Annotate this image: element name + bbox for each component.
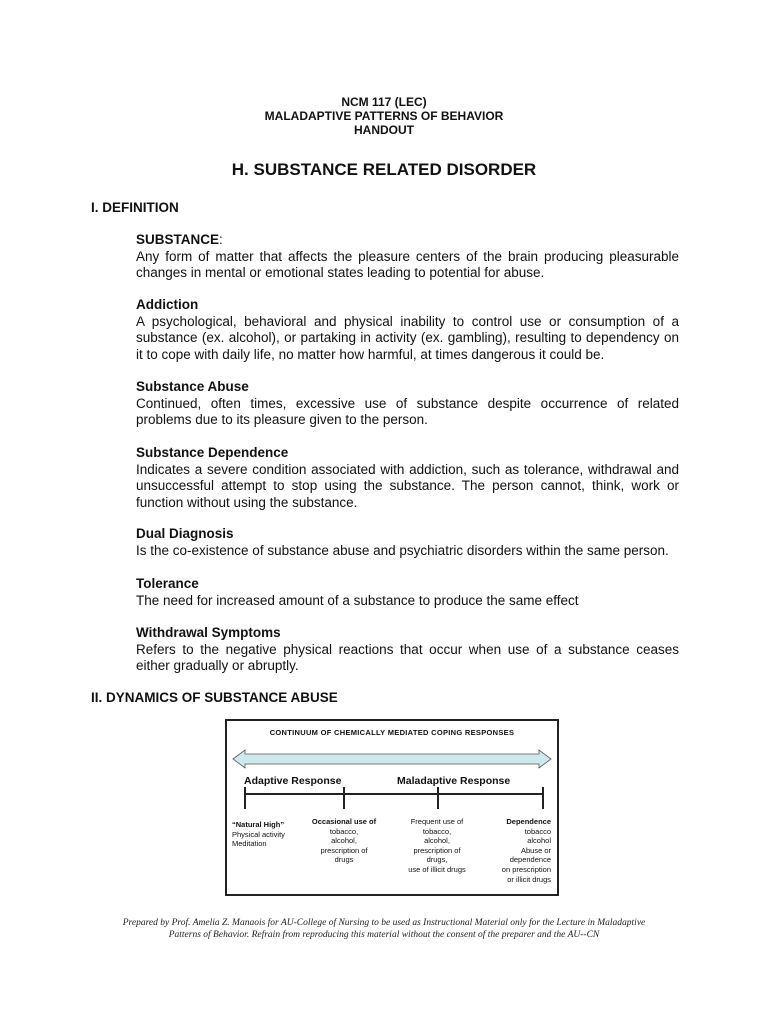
term-definition: Indicates a severe condition associated with addiction, such as tolerance, withdrawal and unsuccessful attempt to stop using the substance. The person cannot, think, work or function without using the substance. [136, 461, 679, 510]
term-title: SUBSTANCE: [136, 232, 223, 247]
column-line: prescription of [320, 845, 368, 855]
column-line: prescription of [413, 845, 461, 855]
column-line: tobacco [524, 826, 551, 836]
coping-continuum-diagram [225, 719, 559, 896]
term-substance [136, 232, 679, 282]
column-line: drugs, [426, 855, 448, 865]
term-addiction [136, 297, 679, 363]
course-topic: MALADAPTIVE PATTERNS OF BEHAVIOR [264, 109, 504, 123]
column-line: on prescription [501, 864, 551, 874]
footer-line: Prepared by Prof. Amelia Z. Manaois for AU-College of Nursing to be used as Instructional Material only for the Lecture in Maladaptive [122, 918, 646, 928]
continuum-arrow [233, 750, 551, 768]
adaptive-response-label: Adaptive Response [244, 775, 342, 787]
natural-high-column [232, 820, 312, 849]
maladaptive-response-label: Maladaptive Response [397, 775, 511, 787]
term-tolerance [136, 576, 679, 609]
term-title: Addiction [136, 297, 199, 312]
dependence-column [477, 817, 551, 884]
term-title: Tolerance [136, 576, 199, 591]
term-title: Withdrawal Symptoms [136, 625, 281, 640]
section-dynamics-heading: II. DYNAMICS OF SUBSTANCE ABUSE [91, 690, 338, 705]
column-heading: “Natural High” [232, 820, 285, 829]
section-definition-heading: I. DEFINITION [91, 200, 179, 215]
column-heading: Dependence [506, 817, 551, 826]
course-code: NCM 117 (LEC) [341, 95, 427, 109]
diagram-title: CONTINUUM OF CHEMICALLY MEDIATED COPING RESPONSES [269, 728, 515, 737]
term-title: Dual Diagnosis [136, 526, 234, 541]
term-title: Substance Abuse [136, 379, 249, 394]
occasional-use-column [301, 817, 387, 865]
page-footer [90, 917, 678, 941]
column-line: Meditation [232, 839, 267, 849]
column-line: alcohol, [331, 836, 357, 846]
column-line: tobacco, [329, 826, 359, 836]
column-line: tobacco, [422, 826, 452, 836]
term-definition: Continued, often times, excessive use of substance despite occurrence of related problems due to its pleasure given to the person. [136, 395, 679, 427]
column-line: Physical activity [232, 829, 285, 839]
term-definition: Refers to the negative physical reactions that occur when use of a substance ceases either gradually or abruptly. [136, 641, 679, 673]
term-title: Substance Dependence [136, 445, 289, 460]
term-substance-dependence [136, 445, 679, 511]
column-line: alcohol, [424, 836, 450, 846]
column-heading: Occasional use of [311, 817, 377, 826]
column-line: drugs [334, 855, 354, 865]
term-dual-diagnosis [136, 526, 679, 559]
term-withdrawal-symptoms [136, 625, 679, 675]
term-definition: Any form of matter that affects the pleasure centers of the brain producing pleasurable changes in mental or emotional states leading to potential for abuse. [136, 248, 679, 280]
column-line: Abuse or [520, 845, 551, 855]
footer-line: Patterns of Behavior. Refrain from reproducing this material without the consent of the preparer and the AU--CN [168, 930, 600, 940]
frequent-use-column [393, 817, 481, 875]
column-line: alcohol [527, 836, 551, 846]
handout-label: HANDOUT [354, 123, 414, 137]
column-heading: Frequent use of [410, 817, 464, 826]
column-line: use of illicit drugs [408, 864, 466, 874]
term-substance-abuse [136, 379, 679, 429]
term-definition: A psychological, behavioral and physical inability to control use or consumption of a substance (ex. alcohol), or partaking in activity (ex. gambling), resulting to dependency on it to cope with daily life, no matter how harmful, at times dangerous it could be. [136, 313, 679, 362]
term-definition: The need for increased amount of a substance to produce the same effect [136, 592, 579, 608]
term-definition: Is the co-existence of substance abuse and psychiatric disorders within the same person. [136, 542, 669, 558]
page-title: H. SUBSTANCE RELATED DISORDER [231, 160, 537, 179]
column-line: dependence [509, 855, 551, 865]
column-line: or illicit drugs [507, 874, 551, 884]
